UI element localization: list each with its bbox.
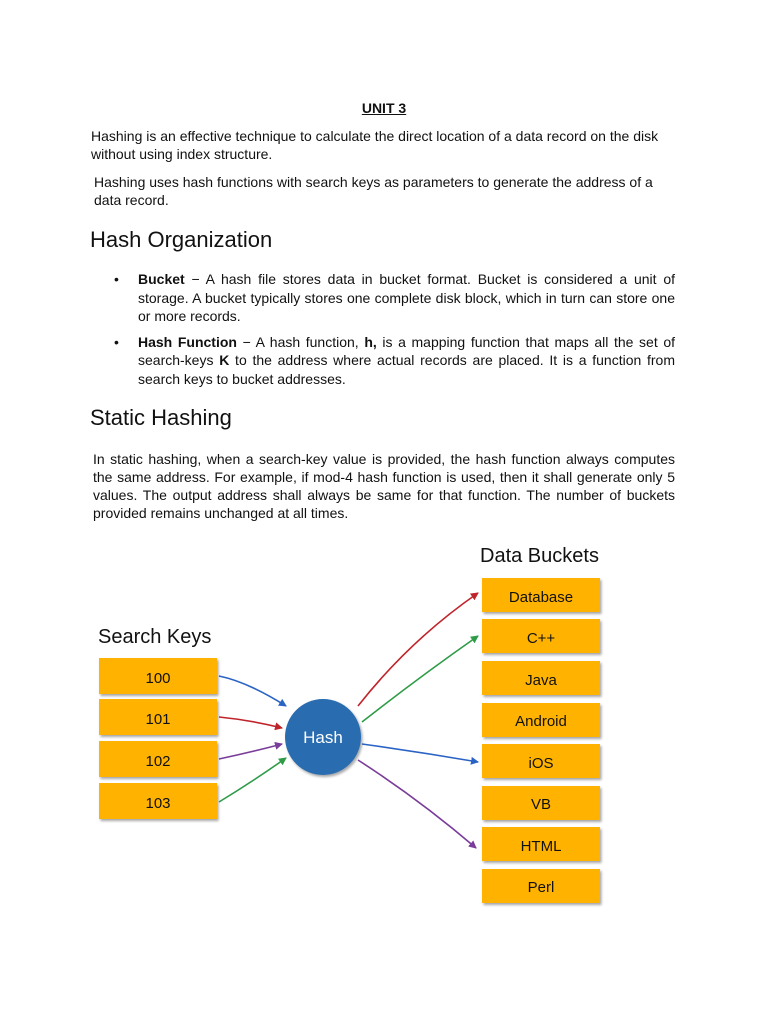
bullet-hash-function bbox=[114, 333, 675, 389]
static-hashing-diagram bbox=[0, 530, 768, 920]
arrow-key-100-to-hash bbox=[219, 676, 286, 706]
bucket-label: HTML bbox=[520, 838, 562, 855]
search-keys-group bbox=[99, 658, 217, 819]
search-key-label: 101 bbox=[145, 711, 171, 728]
search-key-label: 100 bbox=[145, 670, 171, 687]
hash-function-h: h, bbox=[364, 333, 377, 350]
arrow-key-102-to-hash bbox=[219, 744, 282, 759]
hash-label: Hash bbox=[303, 728, 343, 747]
search-key-label: 103 bbox=[145, 795, 171, 812]
hash-function-text-c: to the address where actual records are placed. It is a function from search keys to bucket addresses. bbox=[138, 352, 675, 387]
bucket-label: C++ bbox=[526, 630, 556, 647]
hash-organization-heading: Hash Organization bbox=[90, 227, 273, 252]
arrow-key-101-to-hash bbox=[219, 717, 282, 728]
bucket-label: Android bbox=[515, 713, 567, 730]
search-key-label: 102 bbox=[145, 753, 171, 770]
intro-paragraph-1: Hashing is an effective technique to calculate the direct location of a data record on the disk without using index structure. bbox=[91, 128, 659, 162]
static-hashing-paragraph: In static hashing, when a search-key value is provided, the hash function always computes the same address. For example, if mod-4 hash function is used, then it shall generate only 5 values. The output address shall always be same for that function. The number of buckets provided remains unchanged at all times. bbox=[93, 451, 675, 521]
hash-function-k: K bbox=[219, 352, 230, 368]
bullet-bucket bbox=[114, 270, 675, 326]
bucket-label: Database bbox=[508, 589, 574, 606]
arrow-hash-to-ios bbox=[362, 744, 478, 762]
intro-paragraph-2: Hashing uses hash functions with search keys as parameters to generate the address of a data record. bbox=[94, 174, 653, 208]
bullet-dot-icon: • bbox=[114, 271, 119, 287]
arrow-key-103-to-hash bbox=[219, 758, 286, 802]
bucket-label: Perl bbox=[527, 879, 555, 896]
bucket-label: VB bbox=[530, 796, 552, 813]
bucket-definition: − A hash file stores data in bucket format. Bucket is considered a unit of storage. A bucket typically stores one complete disk block, which in turn can store one or more records. bbox=[138, 271, 675, 324]
hash-function-text-b: is a mapping function that maps all the set of search-keys bbox=[138, 333, 675, 368]
hash-function-text-a: − A hash function, bbox=[236, 333, 365, 350]
bucket-term: Bucket bbox=[138, 271, 185, 287]
unit-title: UNIT 3 bbox=[361, 100, 407, 116]
hash-organization-list bbox=[114, 270, 675, 388]
search-keys-title: Search Keys bbox=[98, 626, 212, 648]
arrow-hash-to-html bbox=[358, 760, 476, 848]
bullet-dot-icon: • bbox=[114, 333, 119, 350]
static-hashing-heading: Static Hashing bbox=[90, 405, 232, 430]
bucket-label: iOS bbox=[528, 755, 554, 772]
data-buckets-group bbox=[482, 578, 600, 903]
hash-function-term: Hash Function bbox=[138, 333, 237, 350]
data-buckets-title: Data Buckets bbox=[480, 545, 599, 567]
arrow-hash-to-cpp bbox=[362, 636, 478, 722]
bucket-label: Java bbox=[525, 672, 557, 689]
